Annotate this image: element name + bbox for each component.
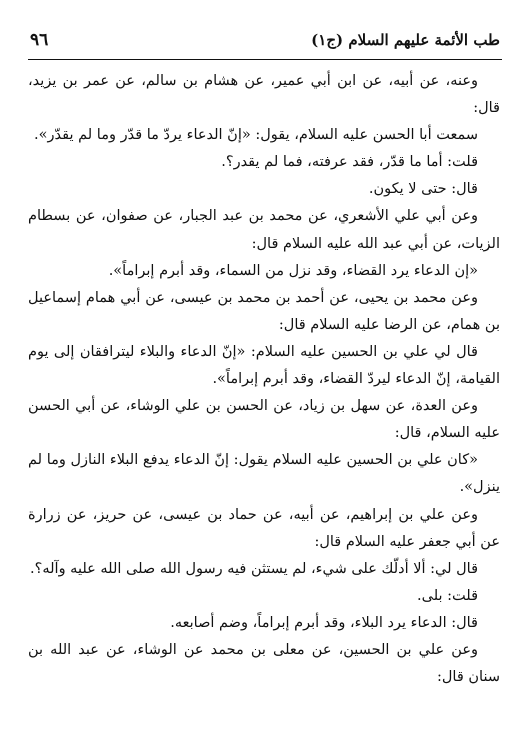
page-number: ٩٦ bbox=[30, 30, 49, 50]
paragraph: سمعت أبا الحسن عليه السلام، يقول: «إنّ الدعاء يردّ ما قدّر وما لم يقدّر». bbox=[34, 127, 478, 144]
paragraph: وعن علي بن الحسين، عن معلى بن محمد عن الوشاء، عن عبد الله بن سنان قال: bbox=[28, 641, 500, 686]
paragraph: قال: حتى لا يكون. bbox=[368, 181, 478, 198]
body-text bbox=[28, 68, 500, 736]
paragraph: «كان علي بن الحسين عليه السلام يقول: إنّ الدعاء يدفع البلاء النازل وما لم ينزل». bbox=[28, 452, 500, 496]
paragraph: قلت: بلى. bbox=[417, 587, 478, 604]
paragraph: قلت: أما ما قدّر، فقد عرفته، فما لم يقدر؟. bbox=[221, 154, 478, 171]
paragraph: قال لي: ألا أدلّك على شيء، لم يستثن فيه رسول الله صلى الله عليه وآله؟. bbox=[30, 560, 478, 577]
page-header bbox=[28, 30, 502, 60]
paragraph: وعن العدة، عن سهل بن زياد، عن الحسن بن علي الوشاء، عن أبي الحسن عليه السلام، قال: bbox=[28, 398, 500, 442]
paragraph: وعن علي بن إبراهيم، عن أبيه، عن حماد بن عيسى، عن حريز، عن زرارة عن أبي جعفر عليه السلام قال: bbox=[28, 506, 500, 550]
paragraph: قال لي علي بن الحسين عليه السلام: «إنّ الدعاء والبلاء ليترافقان إلى يوم القيامة، إنّ الدعاء ليردّ القضاء، وقد أبرم إبراماً». bbox=[28, 343, 500, 388]
paragraph: وعنه، عن أبيه، عن ابن أبي عمير، عن هشام بن سالم، عن عمر بن يزيد، قال: bbox=[28, 73, 500, 117]
paragraph: «إن الدعاء يرد القضاء، وقد نزل من السماء، وقد أبرم إبراماً». bbox=[108, 262, 478, 279]
paragraph: وعن محمد بن يحيى، عن أحمد بن محمد بن عيسى، عن أبي همام إسماعيل بن همام، عن الرضا عليه السلام قال: bbox=[28, 289, 500, 333]
paragraph: قال: الدعاء يرد البلاء، وقد أبرم إبراماً، وضم أصابعه. bbox=[170, 614, 478, 631]
running-title: طب الأئمة عليهم السلام (ج١) bbox=[311, 31, 500, 49]
header-divider bbox=[28, 59, 502, 60]
paragraph: وعن أبي علي الأشعري، عن محمد بن عبد الجبار، عن صفوان، عن بسطام الزيات، عن أبي عبد الله عليه السلام قال: bbox=[28, 208, 500, 252]
